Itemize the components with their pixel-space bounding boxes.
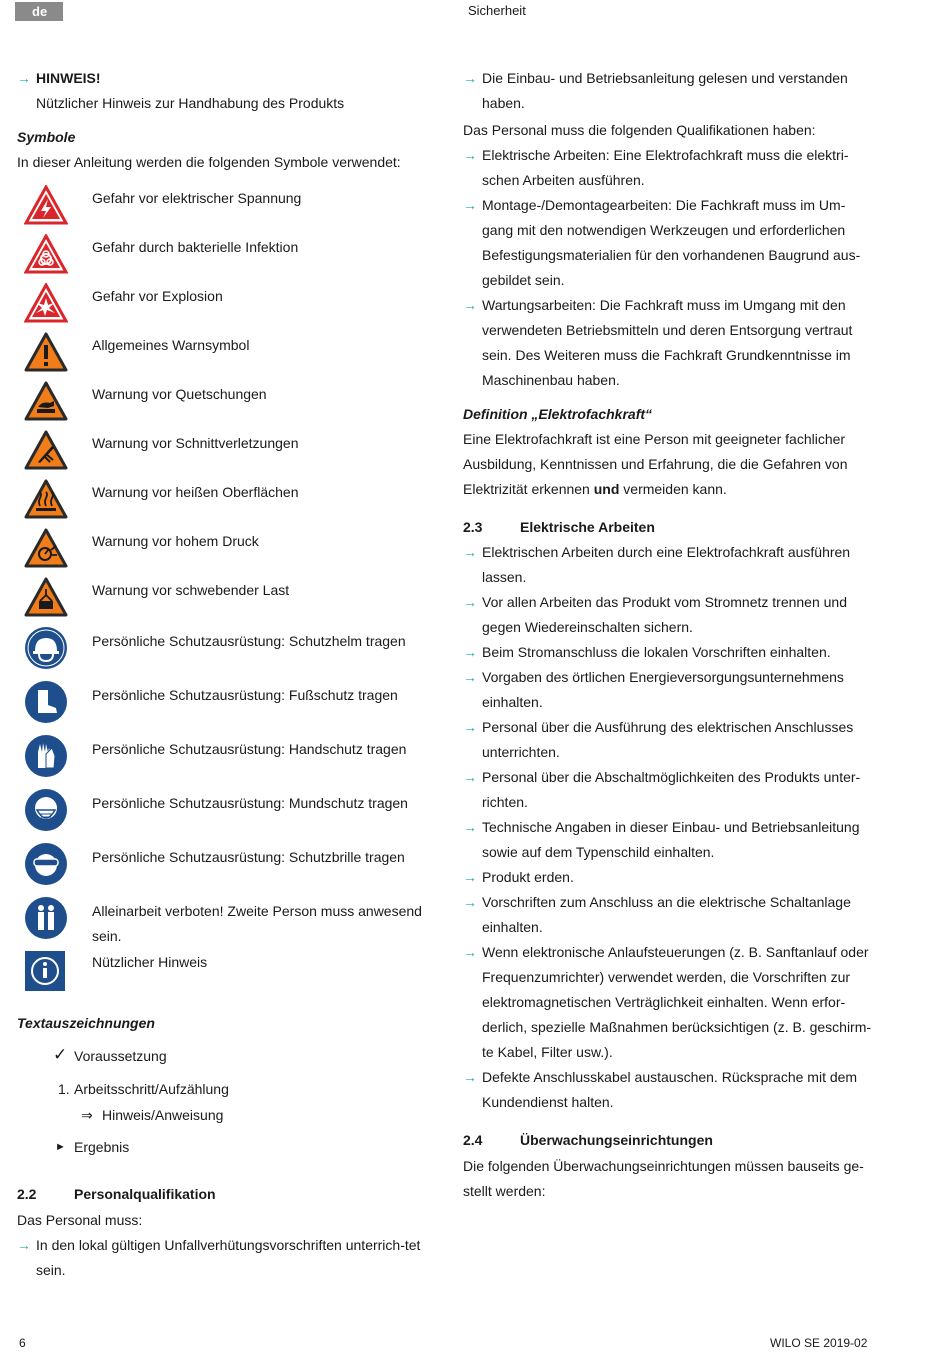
symbol-label: Gefahr durch bakterielle Infektion <box>92 239 299 255</box>
list-item: → In den lokal gültigen Unfallverhütungsvorschriften unterrich-tet sein. <box>17 1233 421 1283</box>
ppe-mask-icon <box>24 788 68 832</box>
warning-pressure-icon <box>24 528 68 568</box>
arrow-icon: → <box>463 869 477 885</box>
hinweis-title: HINWEIS! <box>36 70 101 86</box>
arrow-icon: → <box>463 819 477 835</box>
ppe-goggles-icon <box>24 842 68 886</box>
section-2-3-heading <box>463 515 873 540</box>
symbol-list <box>17 175 427 1015</box>
list-item: → Elektrische Arbeiten: Eine Elektrofachkraft muss die elektri-schen Arbeiten ausführen. <box>463 143 872 193</box>
no-lone-work-icon <box>24 896 68 940</box>
arrow-icon: → <box>463 894 477 910</box>
symbol-label: Warnung vor Schnittverletzungen <box>92 435 299 451</box>
ppe-gloves-icon <box>24 734 68 778</box>
section-number: 2.2 <box>17 1186 37 1202</box>
symbol-label: Alleinarbeit verboten! Zweite Person muss anwesend sein. <box>92 903 422 944</box>
section-number: 2.3 <box>463 519 483 535</box>
right-column <box>463 66 873 1204</box>
symbol-label: Nützlicher Hinweis <box>92 954 208 970</box>
text-marks-section <box>17 1011 427 1283</box>
list-item: → Wenn elektronische Anlaufsteuerungen (z. B. Sanftanlauf oder Frequenzumrichter) verwendet werden, die Vorschriften zur elektromagnetischen Verträglichkeit einhalten. Wenn erfor-derlich, spezielle Maßnahmen berücksichtigen (z. B. geschirm-te Kabel, Filter usw.). <box>463 940 872 1065</box>
symbole-heading: Symbole <box>17 129 76 145</box>
section-2-4-text: Die folgenden Überwachungseinrichtungen müssen bauseits ge-stellt werden: <box>463 1158 864 1199</box>
symbol-label: Persönliche Schutzausrüstung: Handschutz tragen <box>92 741 407 757</box>
arrow-icon: → <box>463 944 477 960</box>
arrow-icon: → <box>17 70 31 86</box>
definition-text: Eine Elektrofachkraft ist eine Person mit geeigneter fachlicher Ausbildung, Kenntnissen und Erfahrung, die die Gefahren von Elektrizität erkennen und vermeiden kann. <box>463 431 848 497</box>
symbol-label: Gefahr vor elektrischer Spannung <box>92 190 302 206</box>
symbol-label: Persönliche Schutzausrüstung: Fußschutz tragen <box>92 687 398 703</box>
section-2-3-list <box>463 540 873 1115</box>
list-item: → Montage-/Demontagearbeiten: Die Fachkraft muss im Um-gang mit den notwendigen Werkzeugen und erforderlichen Befestigungsmaterialien für den vorhandenen Baugrund aus-gebildet sein. <box>463 193 872 293</box>
symbol-label: Allgemeines Warnsymbol <box>92 337 250 353</box>
list-item: → Personal über die Ausführung des elektrischen Anschlusses unterrichten. <box>463 715 872 765</box>
section-title: Überwachungseinrichtungen <box>520 1132 713 1148</box>
symbol-label: Warnung vor hohem Druck <box>92 533 259 549</box>
list-item: → Vor allen Arbeiten das Produkt vom Stromnetz trennen und gegen Wiedereinschalten sichern. <box>463 590 872 640</box>
warning-general-icon <box>24 332 68 372</box>
symbole-intro: In dieser Anleitung werden die folgenden Symbole verwendet: <box>17 154 401 170</box>
language-tab: de <box>15 2 63 21</box>
number-marker: 1. <box>58 1081 70 1097</box>
symbol-label: Persönliche Schutzausrüstung: Schutzhelm tragen <box>92 633 406 649</box>
footer-publisher: WILO SE 2019-02 <box>770 1336 868 1350</box>
ppe-helmet-icon <box>24 626 68 670</box>
list-item: → Technische Angaben in dieser Einbau- und Betriebsanleitung sowie auf dem Typenschild einhalten. <box>463 815 872 865</box>
arrow-icon: → <box>463 147 477 163</box>
result-triangle-icon: ► <box>55 1141 66 1153</box>
warning-crush-icon <box>24 381 68 421</box>
info-icon <box>24 950 66 992</box>
check-mark-icon: ✓ <box>53 1045 68 1064</box>
mark-prerequisite: Voraussetzung <box>74 1048 167 1064</box>
symbol-label: Warnung vor heißen Oberflächen <box>92 484 299 500</box>
hinweis-text: Nützlicher Hinweis zur Handhabung des Produkts <box>36 95 345 111</box>
section-2-2-intro: Das Personal muss: <box>17 1212 143 1228</box>
arrow-icon: → <box>463 544 477 560</box>
list-item: → Personal über die Abschaltmöglichkeiten des Produkts unter-richten. <box>463 765 872 815</box>
list-item: → Vorgaben des örtlichen Energieversorgungsunternehmens einhalten. <box>463 665 872 715</box>
list-item: → Elektrischen Arbeiten durch eine Elektrofachkraft ausführen lassen. <box>463 540 872 590</box>
mark-result: Ergebnis <box>74 1139 130 1155</box>
symbol-label: Warnung vor schwebender Last <box>92 582 290 598</box>
qualification-intro: Das Personal muss die folgenden Qualifikationen haben: <box>463 122 816 138</box>
warning-suspended-load-icon <box>24 577 68 617</box>
section-2-2-heading <box>17 1182 427 1207</box>
section-title: Elektrische Arbeiten <box>520 519 655 535</box>
symbol-label: Persönliche Schutzausrüstung: Mundschutz tragen <box>92 795 408 811</box>
arrow-icon: → <box>463 669 477 685</box>
warning-hot-surface-icon <box>24 479 68 519</box>
mark-instruction: Hinweis/Anweisung <box>102 1107 224 1123</box>
list-item: → Produkt erden. <box>463 865 872 890</box>
list-item: → Vorschriften zum Anschluss an die elektrische Schaltanlage einhalten. <box>463 890 872 940</box>
ppe-boots-icon <box>24 680 68 724</box>
danger-biohazard-icon <box>24 234 68 274</box>
section-number: 2.4 <box>463 1132 483 1148</box>
textauszeichnungen-heading: Textauszeichnungen <box>17 1015 155 1031</box>
list-item: → Defekte Anschlusskabel austauschen. Rücksprache mit dem Kundendienst halten. <box>463 1065 872 1115</box>
arrow-icon: → <box>463 1069 477 1085</box>
danger-explosion-icon <box>24 283 68 323</box>
list-item: → Wartungsarbeiten: Die Fachkraft muss im Umgang mit den verwendeten Betriebsmitteln und deren Entsorgung vertraut sein. Des Weiteren muss die Fachkraft Grundkenntnisse im Maschinenbau haben. <box>463 293 872 393</box>
arrow-icon: → <box>463 594 477 610</box>
hinweis-block <box>17 66 427 116</box>
double-arrow-icon: ⇒ <box>81 1107 93 1123</box>
danger-electric-icon <box>24 185 68 225</box>
arrow-icon: → <box>463 70 477 86</box>
definition-heading: Definition „Elektrofachkraft“ <box>463 406 653 422</box>
symbol-label: Persönliche Schutzausrüstung: Schutzbrille tragen <box>92 849 405 865</box>
page-number: 6 <box>19 1336 26 1350</box>
list-item: → Beim Stromanschluss die lokalen Vorschriften einhalten. <box>463 640 872 665</box>
warning-cut-icon <box>24 430 68 470</box>
list-item: → Die Einbau- und Betriebsanleitung gelesen und verstanden haben. <box>463 66 872 116</box>
symbol-label: Gefahr vor Explosion <box>92 288 223 304</box>
arrow-icon: → <box>17 1237 31 1253</box>
arrow-icon: → <box>463 297 477 313</box>
section-2-4-heading <box>463 1128 873 1153</box>
section-title: Personalqualifikation <box>74 1186 216 1202</box>
mark-step: Arbeitsschritt/Aufzählung <box>74 1081 229 1097</box>
arrow-icon: → <box>463 197 477 213</box>
arrow-icon: → <box>463 719 477 735</box>
symbol-label: Warnung vor Quetschungen <box>92 386 267 402</box>
arrow-icon: → <box>463 769 477 785</box>
left-column <box>17 66 427 1278</box>
arrow-icon: → <box>463 644 477 660</box>
page-header-title: Sicherheit <box>468 3 526 18</box>
